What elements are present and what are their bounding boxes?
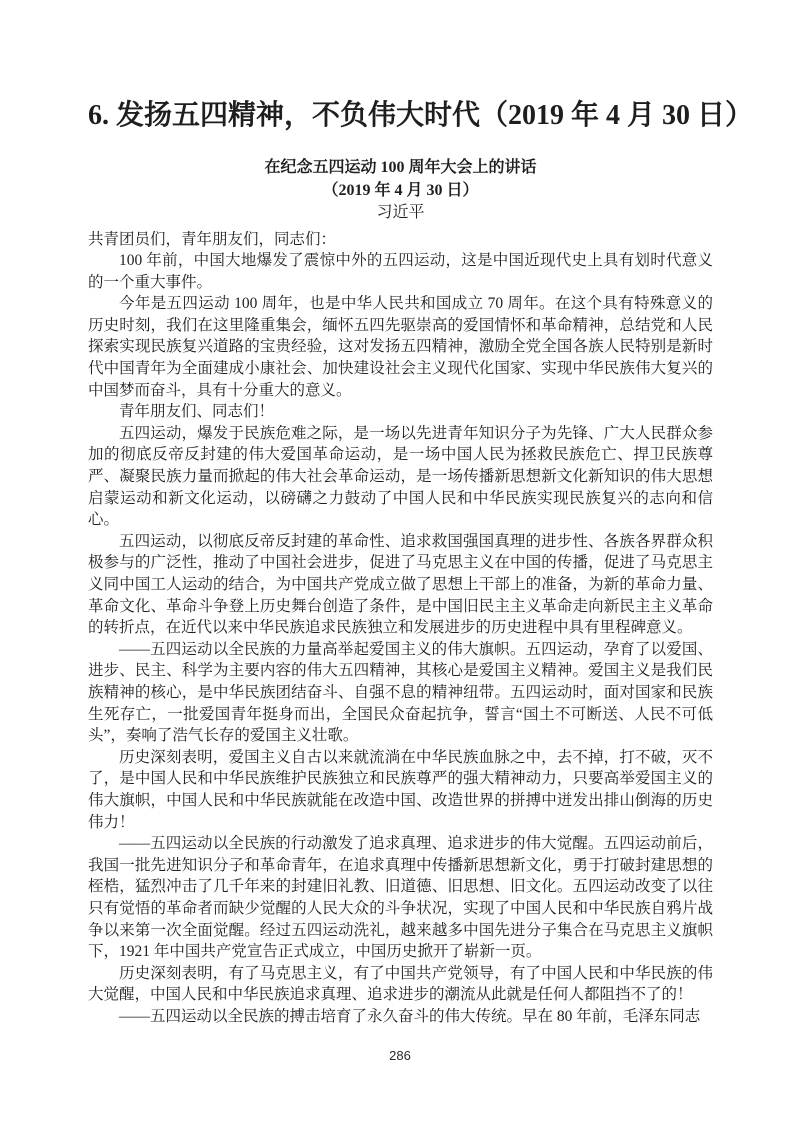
- paragraph: 共青团员们，青年朋友们，同志们：: [88, 230, 337, 248]
- paragraph: 历史深刻表明，爱国主义自古以来就流淌在中华民族血脉之中，去不掉，打不破，灭不了，是中国人民和中华民族维护民族独立和民族尊严的强大精神动力，只要高举爱国主义的伟大旗帜，中国人民和中华民族就能在改造中国、改造世界的拼搏中迸发出排山倒海的历史伟力！: [88, 748, 713, 831]
- page-number: 286: [389, 1048, 411, 1063]
- speech-date: （2019 年 4 月 30 日）: [322, 181, 479, 199]
- paragraph: 五四运动，以彻底反帝反封建的革命性、追求救国强国真理的进步性、各族各界群众积极参与的广泛性，推动了中国社会进步，促进了马克思主义在中国的传播，促进了马克思主义同中国工人运动的结合，为中国共产党成立做了思想上干部上的准备，为新的革命力量、革命文化、革命斗争登上历史舞台创造了条件，是中国旧民主主义革命走向新民主主义革命的转折点，在近代以来中华民族追求民族独立和发展进步的历史进程中具有里程碑意义。: [88, 532, 713, 637]
- speech-author: 习近平: [376, 204, 425, 221]
- article-body: [88, 229, 713, 1028]
- paragraph: 今年是五四运动 100 周年，也是中华人民共和国成立 70 周年。在这个具有特殊意义的历史时刻，我们在这里隆重集会，缅怀五四先驱崇高的爱国情怀和革命精神，总结党和人民探索实现民族复兴道路的宝贵经验，这对发扬五四精神，激励全党全国各族人民特别是新时代中国青年为全面建成小康社会、加快建设社会主义现代化国家、实现中华民族伟大复兴的中国梦而奋斗，具有十分重大的意义。: [88, 295, 713, 399]
- document-title: 6. 发扬五四精神，不负伟大时代（2019 年 4 月 30 日）: [88, 100, 754, 131]
- paragraph: 100 年前，中国大地爆发了震惊中外的五四运动，这是中国近现代史上具有划时代意义的一个重大事件。: [88, 252, 713, 291]
- paragraph: 青年朋友们、同志们！: [119, 403, 275, 421]
- paragraph: 五四运动，爆发于民族危难之际，是一场以先进青年知识分子为先锋、广大人民群众参加的彻底反帝反封建的伟大爱国革命运动，是一场中国人民为拯救民族危亡、捍卫民族尊严、凝聚民族力量而掀起的伟大社会革命运动，是一场传播新思想新文化新知识的伟大思想启蒙运动和新文化运动，以磅礴之力鼓动了中国人民和中华民族实现民族复兴的志向和信心。: [88, 424, 713, 529]
- speech-subtitle: 在纪念五四运动 100 周年大会上的讲话: [264, 159, 537, 176]
- paragraph: 历史深刻表明，有了马克思主义，有了中国共产党领导，有了中国人民和中华民族的伟大觉醒，中国人民和中华民族追求真理、追求进步的潮流从此就是任何人都阻挡不了的！: [88, 964, 713, 1004]
- paragraph: ——五四运动以全民族的行动激发了追求真理、追求进步的伟大觉醒。五四运动前后，我国一批先进知识分子和革命青年，在追求真理中传播新思想新文化，勇于打破封建思想的桎梏，猛烈冲击了几千年来的封建旧礼教、旧道德、旧思想、旧文化。五四运动改变了以往只有觉悟的革命者而缺少觉醒的人民大众的斗争状况，实现了中国人民和中华民族自鸦片战争以来第一次全面觉醒。经过五四运动洗礼，越来越多中国先进分子集合在马克思主义旗帜下，1921 年中国共产党宣告正式成立，中国历史掀开了崭新一页。: [88, 835, 713, 961]
- paragraph: ——五四运动以全民族的搏击培育了永久奋斗的伟大传统。早在 80 年前，毛泽东同志: [119, 1007, 701, 1025]
- paragraph: ——五四运动以全民族的力量高举起爱国主义的伟大旗帜。五四运动，孕育了以爱国、进步、民主、科学为主要内容的伟大五四精神，其核心是爱国主义精神。爱国主义是我们民族精神的核心，是中华民族团结奋斗、自强不息的精神纽带。五四运动时，面对国家和民族生死存亡，一批爱国青年挺身而出，全国民众奋起抗争，誓言“国土不可断送、人民不可低头”，奏响了浩气长存的爱国主义壮歌。: [88, 640, 713, 745]
- speech-heading: [88, 157, 713, 225]
